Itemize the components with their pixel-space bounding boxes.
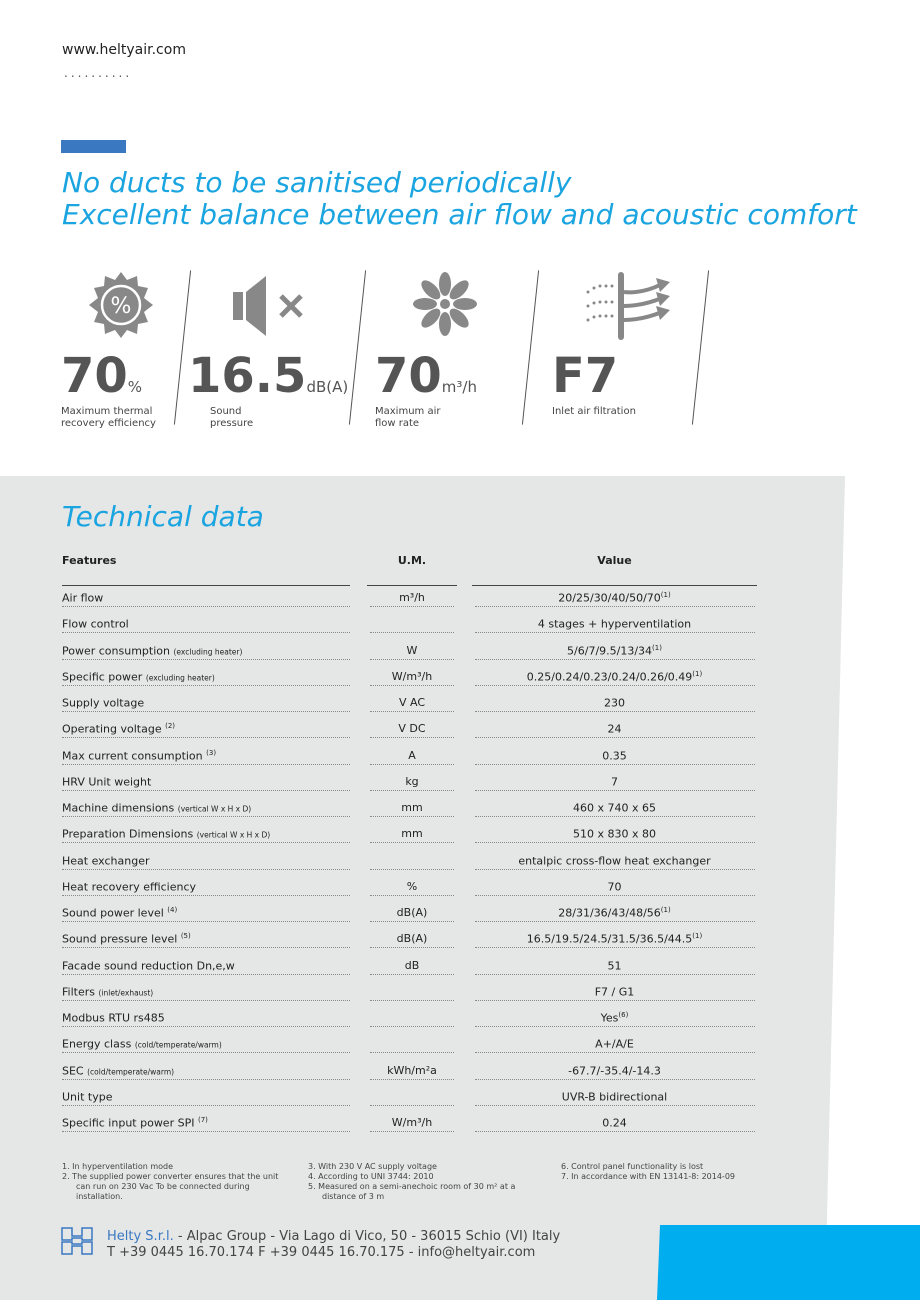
- dotted-rule: [475, 790, 755, 791]
- feature-label: Facade sound reduction Dn,e,w: [62, 959, 235, 973]
- value-ref: (6): [618, 1011, 629, 1019]
- value-text: Yes: [600, 1011, 619, 1025]
- table-row: [0, 617, 920, 643]
- feature-label: Heat recovery efficiency: [62, 880, 197, 894]
- table-row: [0, 985, 920, 1011]
- table-row: [0, 1037, 920, 1063]
- value-text: 20/25/30/40/50/70: [558, 591, 661, 605]
- value-cell: [472, 854, 757, 868]
- value-text: 510 x 830 x 80: [573, 827, 656, 841]
- value-cell: [472, 617, 757, 631]
- stat-caption: Sound: [210, 406, 242, 417]
- feature-cell: [62, 644, 242, 658]
- um-cell: dB(A): [396, 932, 428, 946]
- dotted-rule: [62, 659, 350, 660]
- stat-caption: recovery efficiency: [61, 418, 156, 429]
- dotted-rule: [62, 947, 350, 948]
- table-row: [0, 1064, 920, 1090]
- stat-unit: %: [127, 378, 143, 396]
- value-text: 24: [607, 722, 622, 736]
- feature-cell: [62, 1116, 208, 1130]
- dotted-rule: [370, 1026, 454, 1027]
- stat-filtration: [552, 348, 636, 418]
- value-cell: [472, 775, 757, 789]
- value-cell: [472, 985, 757, 999]
- air-filter-icon: [582, 272, 674, 344]
- dotted-rule: [370, 790, 454, 791]
- value-text: -67.7/-35.4/-14.3: [568, 1064, 661, 1078]
- feature-label: Specific input power SPI: [62, 1116, 195, 1130]
- dotted-rule: [370, 606, 454, 607]
- dotted-rule: [475, 1131, 755, 1132]
- section-title: Technical data: [62, 500, 264, 533]
- stat-caption: flow rate: [375, 418, 420, 429]
- dotted-rule: [62, 711, 350, 712]
- stat-value: 16.5: [188, 348, 307, 404]
- value-text: 5/6/7/9.5/13/34: [567, 644, 653, 658]
- value-cell: [472, 644, 757, 658]
- stat-value: F7: [552, 348, 619, 404]
- dotted-rule: [475, 816, 755, 817]
- header-value: Value: [597, 554, 632, 567]
- percent-badge-icon: [88, 272, 154, 342]
- header-um: U.M.: [397, 554, 427, 567]
- stat-thermal-efficiency: [61, 348, 156, 430]
- table-row: [0, 1116, 920, 1142]
- footnote: 2. The supplied power converter ensures that the unit can run on 230 Vac To be connected during installation.: [62, 1172, 279, 1201]
- value-cell: [472, 670, 757, 684]
- dotted-rule: [62, 816, 350, 817]
- dotted-rule: [370, 816, 454, 817]
- feature-cell: [62, 591, 103, 605]
- dotted-divider: ..........: [64, 66, 133, 80]
- dotted-rule: [475, 842, 755, 843]
- table-row: [0, 1011, 920, 1037]
- feature-label: Specific power: [62, 670, 143, 684]
- dotted-rule: [62, 1000, 350, 1001]
- dotted-rule: [475, 895, 755, 896]
- dotted-rule: [475, 1079, 755, 1080]
- dotted-rule: [62, 632, 350, 633]
- feature-cell: [62, 854, 149, 868]
- feature-cell: [62, 670, 215, 684]
- stat-value: 70: [61, 348, 128, 404]
- um-cell: m³/h: [399, 591, 425, 604]
- value-cell: [472, 827, 757, 841]
- value-ref: (1): [652, 643, 662, 652]
- value-text: 4 stages + hyperventilation: [537, 617, 692, 631]
- table-row: [0, 827, 920, 853]
- value-cell: [472, 801, 757, 815]
- um-cell: kWh/m²a: [387, 1063, 437, 1077]
- feature-ref: (4): [167, 906, 178, 914]
- divider: [692, 270, 709, 424]
- um-cell: W/m³/h: [391, 669, 433, 683]
- value-text: 70: [607, 880, 622, 894]
- headline-1: No ducts to be sanitised periodically: [62, 166, 572, 199]
- dotted-rule: [370, 974, 454, 975]
- footnotes-col-3: [561, 1162, 781, 1182]
- feature-label: Power consumption: [62, 644, 170, 658]
- stat-unit: m³/h: [441, 378, 477, 396]
- value-ref: (1): [660, 591, 671, 599]
- dotted-rule: [370, 842, 454, 843]
- table-row: [0, 854, 920, 880]
- dotted-rule: [370, 1105, 454, 1106]
- table-row: [0, 932, 920, 958]
- company-name: Helty S.r.l.: [107, 1229, 174, 1244]
- dotted-rule: [62, 869, 350, 870]
- feature-note: (excluding heater): [145, 673, 215, 683]
- feature-cell: [62, 985, 153, 999]
- um-cell: V AC: [398, 696, 426, 709]
- stat-caption: Maximum air: [375, 406, 441, 417]
- feature-label: Modbus RTU rs485: [62, 1011, 165, 1025]
- company-address: [107, 1229, 560, 1261]
- address: - Alpac Group - Via Lago di Vico, 50 - 36015 Schio (VI) Italy: [173, 1229, 561, 1244]
- feature-label: Machine dimensions: [62, 801, 175, 815]
- um-cell: A: [408, 748, 416, 762]
- feature-label: Sound pressure level: [62, 932, 178, 946]
- footnote: 5. Measured on a semi-anechoic room of 30 m² at a distance of 3 m: [308, 1182, 516, 1201]
- table-row: [0, 696, 920, 722]
- divider: [522, 270, 539, 424]
- feature-label: HRV Unit weight: [62, 775, 152, 789]
- um-cell: %: [406, 879, 418, 893]
- dotted-rule: [370, 869, 454, 870]
- value-ref: (1): [692, 932, 703, 941]
- feature-label: Heat exchanger: [62, 854, 150, 868]
- dotted-rule: [62, 1131, 350, 1132]
- dotted-rule: [62, 895, 350, 896]
- accent-bar: [61, 140, 126, 153]
- value-cell: [472, 749, 757, 763]
- dotted-rule: [475, 1105, 755, 1106]
- feature-note: (inlet/exhaust): [98, 988, 154, 998]
- dotted-rule: [475, 921, 755, 922]
- feature-cell: [62, 1011, 165, 1025]
- um-cell: dB(A): [396, 906, 428, 919]
- feature-note: (cold/temperate/warm): [134, 1040, 222, 1050]
- value-cell: [472, 1090, 757, 1104]
- stat-caption: pressure: [210, 418, 254, 429]
- value-text: 7: [611, 775, 618, 789]
- value-text: 28/31/36/43/48/56: [558, 906, 661, 920]
- footnote: 7. In accordance with EN 13141-8: 2014-09: [561, 1172, 735, 1181]
- feature-cell: [62, 906, 177, 920]
- header-rule: [472, 585, 757, 586]
- feature-label: Preparation Dimensions: [62, 827, 194, 841]
- dotted-rule: [370, 659, 454, 660]
- dotted-rule: [475, 974, 755, 975]
- feature-cell: [62, 880, 196, 894]
- feature-note: (excluding heater): [173, 647, 243, 657]
- table-row: [0, 801, 920, 827]
- value-text: F7 / G1: [594, 985, 635, 999]
- feature-label: Air flow: [62, 591, 104, 605]
- feature-label: Flow control: [62, 617, 129, 631]
- value-text: entalpic cross-flow heat exchanger: [518, 854, 711, 868]
- um-cell: mm: [401, 801, 423, 814]
- table-row: [0, 591, 920, 617]
- stat-caption: Inlet air filtration: [552, 406, 636, 417]
- feature-cell: [62, 722, 175, 736]
- um-cell: V DC: [398, 722, 426, 736]
- feature-cell: [62, 775, 151, 789]
- dotted-rule: [370, 632, 454, 633]
- value-cell: [472, 906, 757, 920]
- dotted-rule: [370, 1079, 454, 1080]
- table-row: [0, 749, 920, 775]
- value-text: 460 x 740 x 65: [573, 801, 656, 815]
- um-cell: W: [406, 643, 418, 657]
- dotted-rule: [62, 1079, 350, 1080]
- dotted-rule: [370, 947, 454, 948]
- value-text: 230: [604, 696, 625, 710]
- value-cell: [472, 959, 757, 973]
- footnotes-col-2: [308, 1162, 528, 1202]
- dotted-rule: [370, 895, 454, 896]
- dotted-rule: [370, 921, 454, 922]
- dotted-rule: [62, 974, 350, 975]
- value-cell: [472, 880, 757, 894]
- footnote: 4. According to UNI 3744: 2010: [308, 1172, 434, 1181]
- dotted-rule: [475, 1000, 755, 1001]
- value-cell: [472, 1011, 757, 1025]
- feature-cell: [62, 1090, 112, 1104]
- feature-ref: (2): [165, 722, 176, 731]
- divider: [349, 270, 366, 424]
- svg-text:%: %: [110, 294, 132, 319]
- website-url[interactable]: www.heltyair.com: [62, 42, 186, 58]
- header-rule: [62, 585, 350, 586]
- dotted-rule: [475, 1026, 755, 1027]
- dotted-rule: [370, 685, 454, 686]
- dotted-rule: [62, 1026, 350, 1027]
- footnotes-col-1: [62, 1162, 282, 1202]
- feature-label: Max current consumption: [62, 749, 203, 763]
- fan-icon: [413, 272, 477, 340]
- feature-cell: [62, 959, 235, 973]
- feature-cell: [62, 749, 216, 763]
- dotted-rule: [62, 1105, 350, 1106]
- stat-unit: dB(A): [306, 378, 349, 396]
- table-row: [0, 644, 920, 670]
- value-text: 0.25/0.24/0.23/0.24/0.26/0.49: [526, 670, 693, 684]
- table-row: [0, 906, 920, 932]
- feature-cell: [62, 696, 144, 710]
- header-features: Features: [62, 554, 117, 567]
- dotted-rule: [370, 764, 454, 765]
- dotted-rule: [62, 737, 350, 738]
- table-row: [0, 959, 920, 985]
- speaker-mute-icon: [233, 276, 308, 340]
- value-text: 0.35: [602, 749, 627, 763]
- table-row: [0, 1090, 920, 1116]
- footnote: 1. In hyperventilation mode: [62, 1162, 174, 1171]
- contacts: T +39 0445 16.70.174 F +39 0445 16.70.175 - info@heltyair.com: [107, 1245, 536, 1260]
- dotted-rule: [475, 606, 755, 607]
- value-cell: [472, 1037, 757, 1051]
- dotted-rule: [370, 737, 454, 738]
- feature-note: (vertical W x H x D): [177, 804, 252, 814]
- dotted-rule: [62, 790, 350, 791]
- um-cell: kg: [405, 774, 419, 788]
- table-row: [0, 775, 920, 801]
- feature-cell: [62, 801, 251, 815]
- dotted-rule: [475, 764, 755, 765]
- stat-value: 70: [375, 348, 442, 404]
- feature-ref: (5): [180, 932, 191, 941]
- stat-sound-pressure: [188, 348, 349, 430]
- value-cell: [472, 722, 757, 736]
- helty-logo-icon: [60, 1226, 94, 1260]
- dotted-rule: [475, 737, 755, 738]
- table-row: [0, 670, 920, 696]
- value-text: UVR-B bidirectional: [561, 1090, 668, 1104]
- feature-label: Energy class: [62, 1037, 132, 1051]
- dotted-rule: [475, 869, 755, 870]
- stat-caption: Maximum thermal: [61, 406, 153, 417]
- value-text: 51: [607, 959, 622, 973]
- feature-label: Filters: [62, 985, 95, 999]
- feature-cell: [62, 1064, 174, 1078]
- dotted-rule: [475, 1052, 755, 1053]
- value-text: 0.24: [602, 1116, 627, 1130]
- headline-2: Excellent balance between air flow and acoustic comfort: [62, 198, 857, 231]
- dotted-rule: [62, 764, 350, 765]
- dotted-rule: [62, 606, 350, 607]
- dotted-rule: [370, 1000, 454, 1001]
- feature-note: (cold/temperate/warm): [87, 1067, 175, 1077]
- dotted-rule: [475, 947, 755, 948]
- feature-ref: (7): [197, 1116, 208, 1124]
- dotted-rule: [370, 1052, 454, 1053]
- um-cell: W/m³/h: [391, 1116, 433, 1129]
- value-cell: [472, 1064, 757, 1078]
- value-cell: [472, 1116, 757, 1130]
- feature-cell: [62, 827, 270, 841]
- dotted-rule: [62, 685, 350, 686]
- table-row: [0, 880, 920, 906]
- blue-accent-block: [657, 1225, 920, 1300]
- value-cell: [472, 591, 757, 605]
- dotted-rule: [62, 842, 350, 843]
- value-cell: [472, 932, 757, 946]
- dotted-rule: [475, 685, 755, 686]
- feature-cell: [62, 932, 191, 946]
- feature-cell: [62, 617, 129, 631]
- feature-label: Unit type: [62, 1090, 113, 1104]
- feature-label: Operating voltage: [62, 722, 162, 736]
- header-rule: [367, 585, 457, 586]
- footnote: 6. Control panel functionality is lost: [561, 1162, 704, 1171]
- feature-label: Supply voltage: [62, 696, 145, 710]
- value-ref: (1): [660, 906, 671, 914]
- um-cell: mm: [401, 827, 423, 841]
- dotted-rule: [475, 659, 755, 660]
- dotted-rule: [62, 921, 350, 922]
- dotted-rule: [62, 1052, 350, 1053]
- table-row: [0, 722, 920, 748]
- feature-label: Sound power level: [62, 906, 164, 920]
- feature-cell: [62, 1037, 222, 1051]
- um-cell: dB: [404, 958, 420, 972]
- value-cell: [472, 696, 757, 710]
- feature-note: (vertical W x H x D): [196, 830, 271, 840]
- value-text: A+/A/E: [595, 1037, 634, 1051]
- footnote: 3. With 230 V AC supply voltage: [308, 1162, 437, 1171]
- dotted-rule: [370, 1131, 454, 1132]
- dotted-rule: [370, 711, 454, 712]
- dotted-rule: [475, 632, 755, 633]
- stat-air-flow: [375, 348, 477, 430]
- value-text: 16.5/19.5/24.5/31.5/36.5/44.5: [526, 932, 693, 946]
- value-ref: (1): [692, 669, 703, 678]
- feature-label: SEC: [62, 1064, 84, 1078]
- dotted-rule: [475, 711, 755, 712]
- feature-ref: (3): [206, 748, 217, 757]
